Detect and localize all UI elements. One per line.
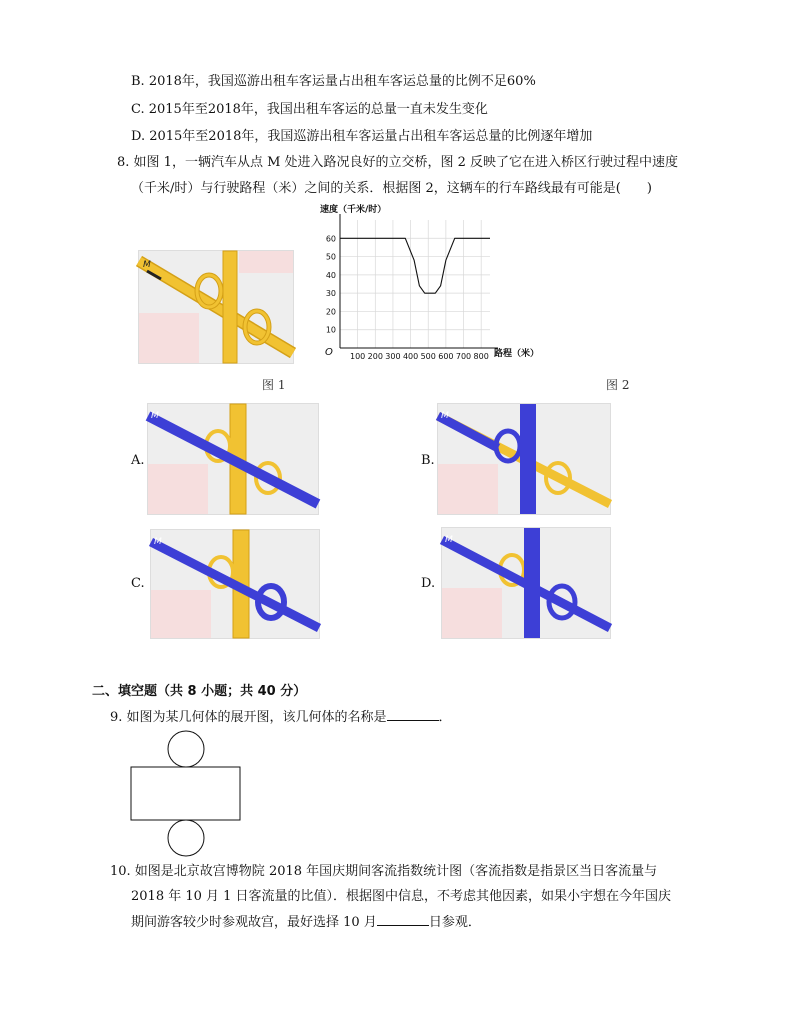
q8-line2: （千米/时）与行驶路程（米）之间的关系．根据图 2，这辆车的行车路线最有可能是( ) — [131, 181, 652, 196]
chart-y-tick-10: 10 — [325, 325, 336, 335]
figure-2-caption: 图 2 — [606, 378, 630, 392]
chart-x-tick-500: 500 — [420, 352, 436, 361]
q9-answer-blank[interactable] — [387, 708, 439, 721]
chart-x-tick-200: 200 — [367, 352, 383, 361]
q9-text: 9. 如图为某几何体的展开图，该几何体的名称是 ． — [110, 710, 452, 725]
net-bottom-circle — [168, 820, 204, 856]
q8-line1: 8. 如图 1，一辆汽车从点 M 处进入路况良好的立交桥，图 2 反映了它在进入桥区行驶过程中速度 — [117, 155, 679, 170]
q10-line3: 期间游客较少时参观故宫，最好选择 10 月 日参观． — [131, 915, 481, 930]
chart-x-tick-100: 100 — [350, 352, 366, 361]
net-top-circle — [168, 731, 204, 767]
chart-y-tick-30: 30 — [325, 289, 336, 299]
q7-option-c: C. 2015年至2018年，我国出租车客运的总量一直未发生变化 — [131, 102, 488, 117]
q10-line2: 2018 年 10 月 1 日客流量的比值）．根据图中信息，不考虑其他因素，如果小宇想在今年国庆 — [131, 889, 672, 904]
q8-option-c-map — [150, 529, 320, 639]
q10-answer-blank[interactable] — [377, 913, 429, 926]
q8-option-a-map — [147, 403, 319, 515]
chart-x-tick-400: 400 — [402, 352, 419, 361]
net-rectangle — [131, 767, 240, 820]
q8-option-b-label: B. — [421, 453, 435, 468]
chart-y-tick-20: 20 — [325, 307, 336, 317]
q9-net-figure — [128, 730, 244, 860]
svg-text:M: M — [445, 535, 453, 545]
q7-option-d: D. 2015年至2018年，我国巡游出租车客运量占出租车客运总量的比例逐年增加 — [131, 129, 593, 144]
chart-x-tick-700: 700 — [455, 352, 472, 361]
chart-y-tick-60: 60 — [325, 234, 336, 244]
svg-text:M: M — [154, 537, 162, 547]
chart-y-label: 速度（千米/时） — [320, 205, 387, 215]
q8-option-b-map — [437, 403, 611, 515]
q8-option-c-label: C. — [131, 576, 145, 591]
q8-option-d-label: D. — [421, 576, 436, 591]
chart-x-label: 路程（米） — [494, 349, 540, 359]
figure-1-caption: 图 1 — [262, 378, 286, 392]
q7-option-b: B. 2018年，我国巡游出租车客运量占出租车客运总量的比例不足60% — [131, 74, 536, 89]
figure-2-chart — [312, 200, 540, 365]
chart-x-tick-300: 300 — [385, 352, 401, 361]
figure-1-map — [138, 250, 294, 364]
svg-text:M: M — [441, 411, 449, 421]
chart-series-line — [340, 238, 490, 293]
chart-x-tick-800: 800 — [473, 352, 489, 361]
chart-y-tick-40: 40 — [325, 270, 336, 280]
q8-option-a-label: A. — [131, 453, 145, 468]
q8-option-d-map — [441, 527, 611, 639]
figure-1-marker-m: M — [143, 260, 151, 270]
section-2-title: 二、填空题（共 8 小题；共 40 分） — [92, 684, 307, 699]
svg-text:M: M — [151, 411, 159, 421]
q10-line1: 10. 如图是北京故宫博物院 2018 年国庆期间客流指数统计图（客流指数是指景区当日客流量与 — [110, 864, 658, 879]
chart-x-tick-600: 600 — [438, 352, 454, 361]
chart-y-tick-50: 50 — [325, 252, 336, 262]
chart-origin-label: O — [325, 347, 333, 358]
